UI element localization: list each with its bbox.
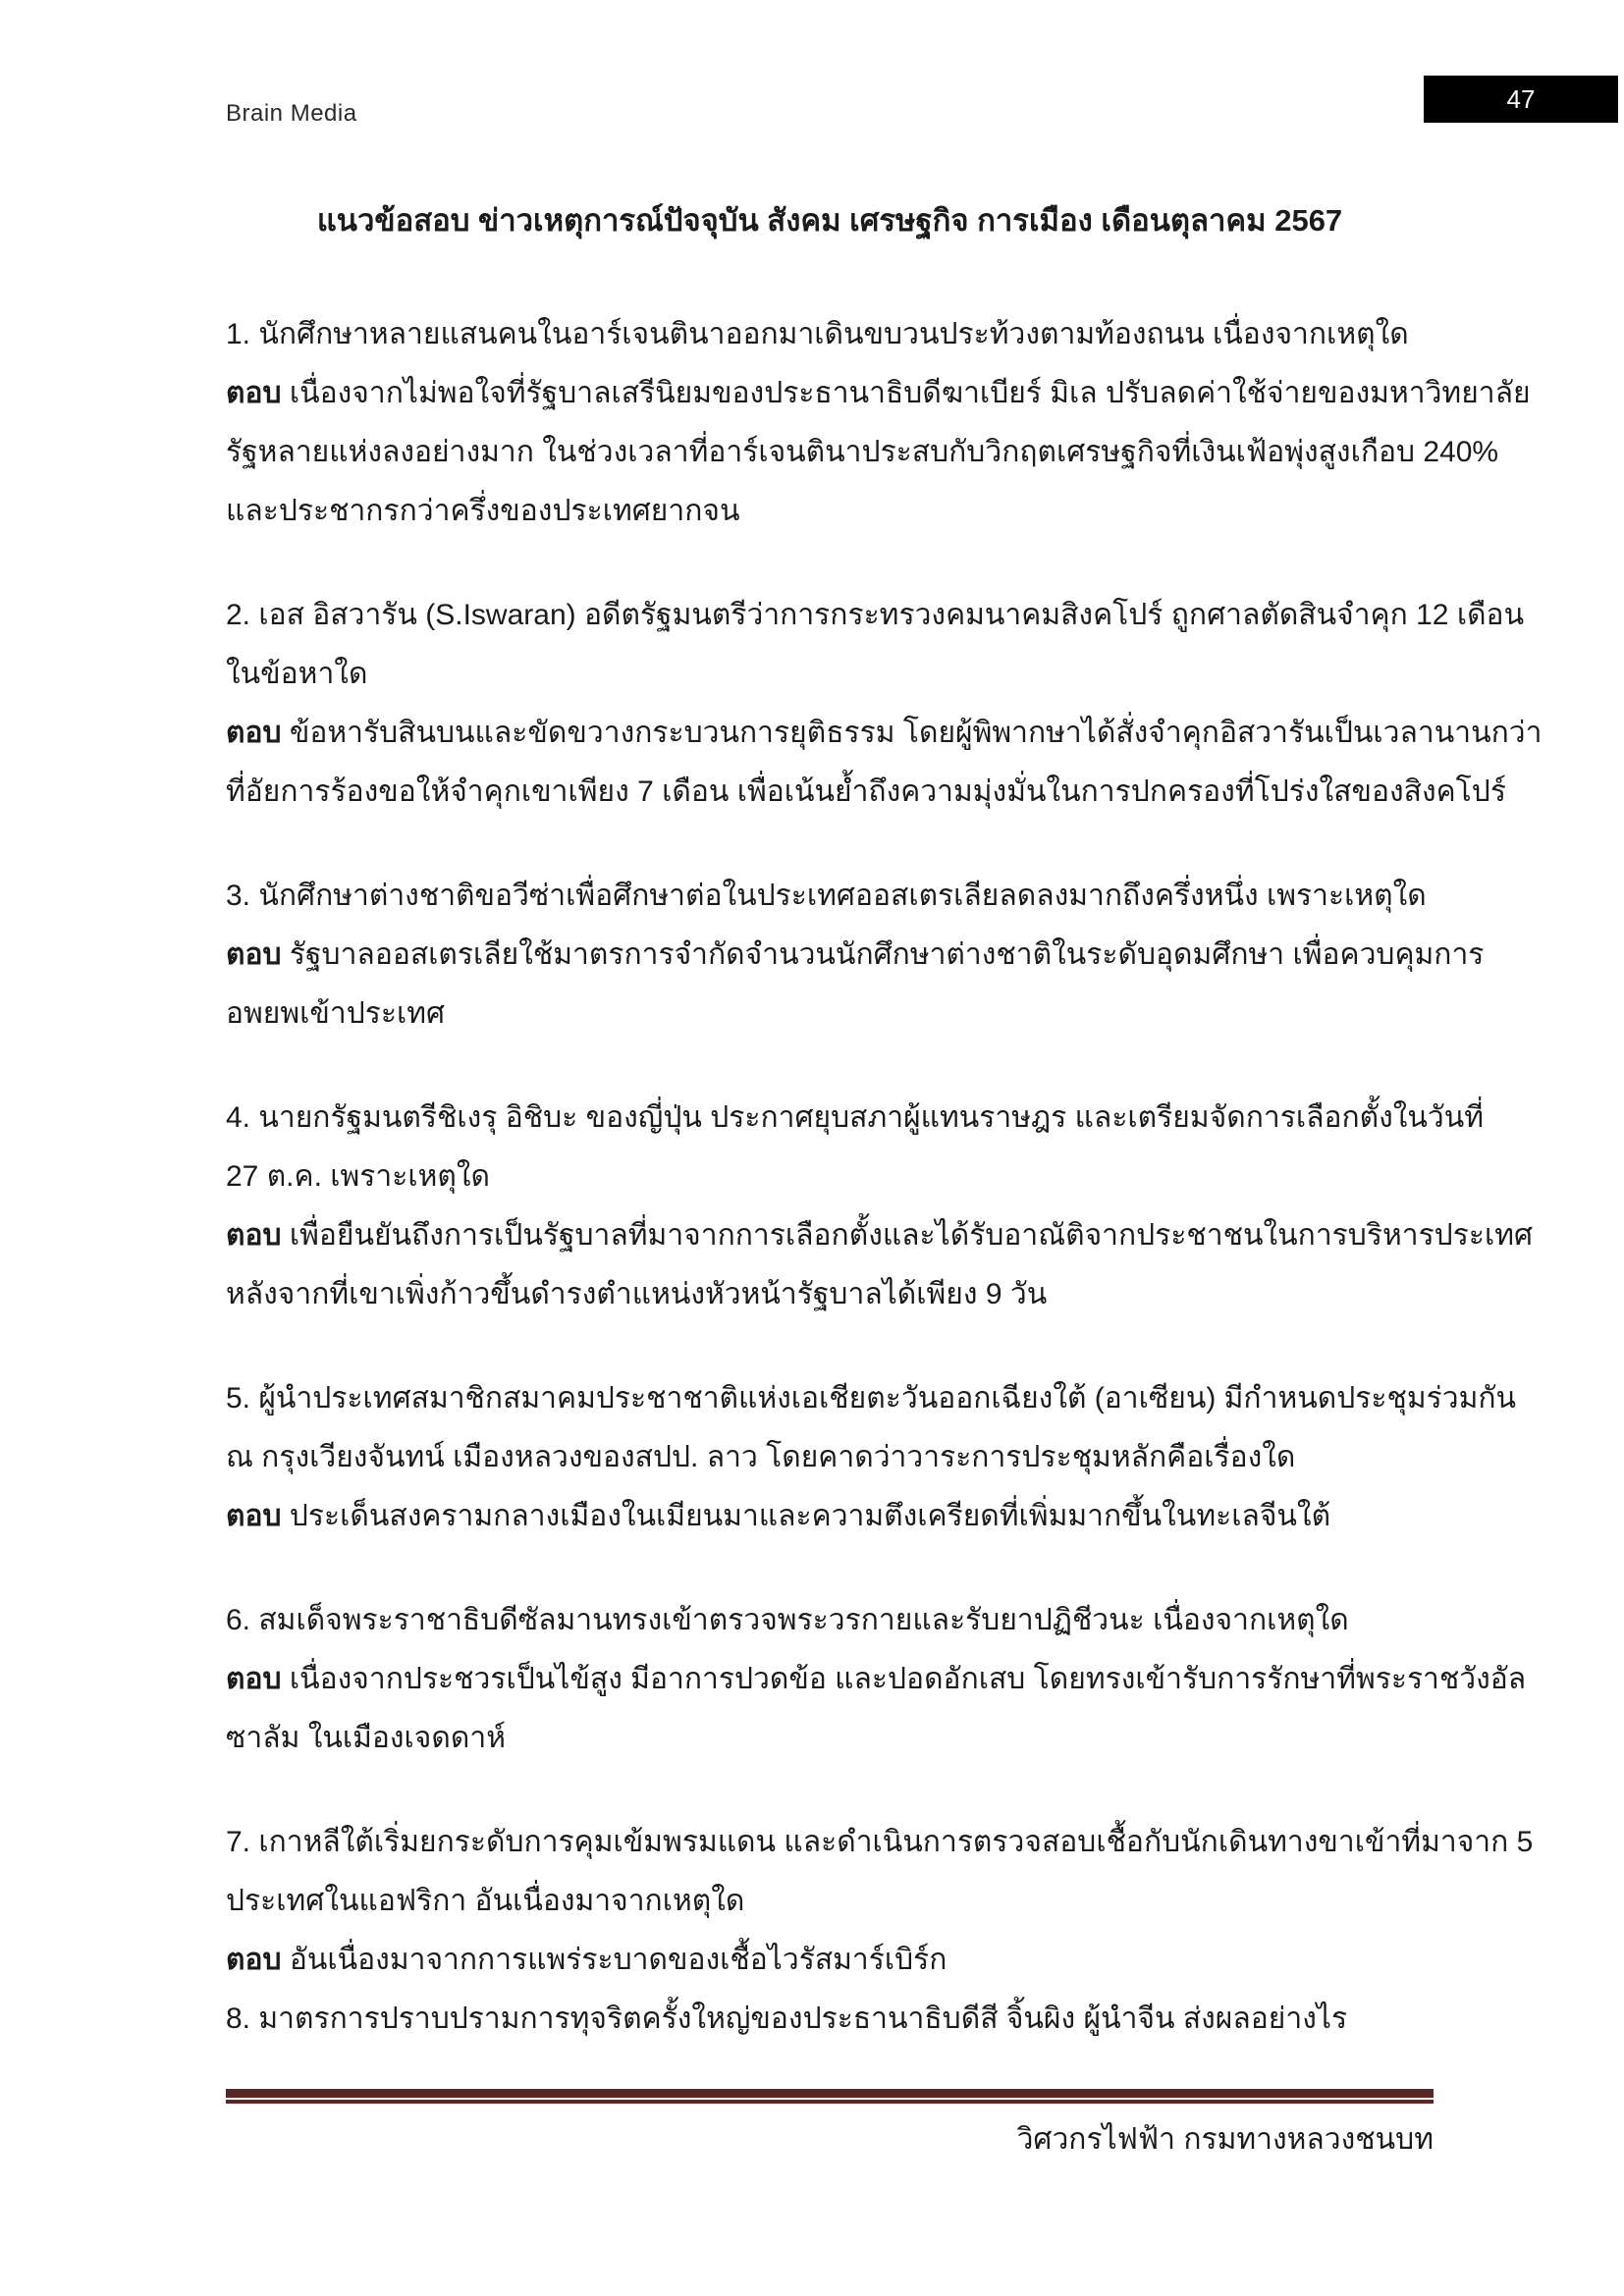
question-line: 7. เกาหลีใต้เริ่มยกระดับการคุมเข้มพรมแดน และดำเนินการตรวจสอบเชื้อกับนักเดินทางขาเข้าที่มาจาก 5 [226, 1826, 1534, 1858]
question-line: 5. ผู้นำประเทศสมาชิกสมาคมประชาชาติแห่งเอเชียตะวันออกเฉียงใต้ (อาเซียน) มีกำหนดประชุมร่วมกัน [226, 1382, 1517, 1415]
answer-line: ที่อัยการร้องขอให้จำคุกเขาเพียง 7 เดือน เพื่อเน้นย้ำถึงความมุ่งมั่นในการปกครองที่โปร่งใสของสิงคโปร์ [226, 775, 1506, 808]
qa-item [226, 305, 1531, 541]
footer-rule-thick [226, 2089, 1434, 2098]
qa-item [226, 586, 1543, 822]
answer-line: รัฐหลายแห่งลงอย่างมาก ในช่วงเวลาที่อาร์เจนตินาประสบกับวิกฤตเศรษฐกิจที่เงินเฟ้อพุ่งสูงเกือบ 240% [226, 436, 1499, 468]
question-line: ประเทศในแอฟริกา อันเนื่องมาจากเหตุใด [226, 1885, 745, 1917]
answer-line: ตอบ เนื่องจากประชวรเป็นไข้สูง มีอาการปวดข้อ และปอดอักเสบ โดยทรงเข้ารับการรักษาที่พระราชวังอัล [226, 1663, 1527, 1695]
question-line: ณ กรุงเวียงจันทน์ เมืองหลวงของสปป. ลาว โดยคาดว่าวาระการประชุมหลักคือเรื่องใด [226, 1441, 1296, 1473]
answer-label: ตอบ [226, 717, 282, 749]
answer-label: ตอบ [226, 1944, 282, 1976]
question-line: 8. มาตรการปราบปรามการทุจริตครั้งใหญ่ของประธานาธิบดีสี จิ้นผิง ผู้นำจีน ส่งผลอย่างไร [226, 2002, 1348, 2035]
qa-item [226, 1089, 1534, 1324]
answer-line: และประชากรกว่าครึ่งของประเทศยากจน [226, 495, 740, 527]
answer-line: ซาลัม ในเมืองเจดดาห์ [226, 1722, 506, 1754]
answer-line: ตอบ รัฐบาลออสเตรเลียใช้มาตรการจำกัดจำนวนนักศึกษาต่างชาติในระดับอุดมศึกษา เพื่อควบคุมการ [226, 938, 1485, 971]
qa-item [226, 1591, 1527, 1768]
page-title: แนวข้อสอบ ข่าวเหตุการณ์ปัจจุบัน สังคม เศรษฐกิจ การเมือง เดือนตุลาคม 2567 [316, 203, 1343, 238]
question-line: 1. นักศึกษาหลายแสนคนในอาร์เจนตินาออกมาเดินขบวนประท้วงตามท้องถนน เนื่องจากเหตุใด [226, 318, 1409, 350]
footer-rule [226, 2089, 1434, 2104]
answer-line: ตอบ ประเด็นสงครามกลางเมืองในเมียนมาและความตึงเครียดที่เพิ่มมากขึ้นในทะเลจีนใต้ [226, 1500, 1331, 1532]
question-line: 6. สมเด็จพระราชาธิบดีซัลมานทรงเข้าตรวจพระวรกายและรับยาปฏิชีวนะ เนื่องจากเหตุใด [226, 1604, 1349, 1636]
answer-label: ตอบ [226, 1219, 282, 1252]
answer-label: ตอบ [226, 938, 282, 971]
answer-label: ตอบ [226, 1663, 282, 1695]
answer-line: อพยพเข้าประเทศ [226, 997, 446, 1030]
page-number: 47 [1506, 83, 1536, 114]
answer-line: หลังจากที่เขาเพิ่งก้าวขึ้นดำรงตำแหน่งหัวหน้ารัฐบาลได้เพียง 9 วัน [226, 1278, 1048, 1310]
page-number-badge [1424, 76, 1618, 123]
footer-credit: วิศวกรไฟฟ้า กรมทางหลวงชนบท [1016, 2123, 1434, 2156]
document-body [226, 191, 1543, 2049]
question-line: 4. นายกรัฐมนตรีชิเงรุ อิชิบะ ของญี่ปุ่น ประกาศยุบสภาผู้แทนราษฎร และเตรียมจัดการเลือกตั้งในวันที่ [226, 1101, 1485, 1134]
question-line: 3. นักศึกษาต่างชาติขอวีซ่าเพื่อศึกษาต่อในประเทศออสเตรเลียลดลงมากถึงครึ่งหนึ่ง เพราะเหตุใด [226, 880, 1427, 912]
answer-label: ตอบ [226, 1500, 282, 1532]
answer-line: ตอบ เพื่อยืนยันถึงการเป็นรัฐบาลที่มาจากการเลือกตั้งและได้รับอาณัติจากประชาชนในการบริหารประเทศ [226, 1219, 1534, 1252]
qa-item [226, 1813, 1534, 1990]
answer-line: ตอบ เนื่องจากไม่พอใจที่รัฐบาลเสรีนิยมของประธานาธิบดีฆาเบียร์ มิเล ปรับลดค่าใช้จ่ายของมหาวิทยาลัย [226, 377, 1531, 409]
answer-line: ตอบ อันเนื่องมาจากการแพร่ระบาดของเชื้อไวรัสมาร์เบิร์ก [226, 1944, 947, 1976]
qa-item [226, 867, 1485, 1043]
qa-item [226, 1990, 1434, 2049]
answer-line: ตอบ ข้อหารับสินบนและขัดขวางกระบวนการยุติธรรม โดยผู้พิพากษาได้สั่งจำคุกอิสวารันเป็นเวลานานกว่า [226, 717, 1543, 749]
header-brand: Brain Media [226, 100, 357, 127]
qa-item [226, 1369, 1517, 1546]
qa-list [226, 305, 1543, 2049]
footer-rule-thin [226, 2100, 1434, 2104]
answer-label: ตอบ [226, 377, 282, 409]
question-line: ในข้อหาใด [226, 658, 368, 690]
question-line: 27 ต.ค. เพราะเหตุใด [226, 1160, 491, 1193]
question-line: 2. เอส อิสวารัน (S.Iswaran) อดีตรัฐมนตรีว่าการกระทรวงคมนาคมสิงคโปร์ ถูกศาลตัดสินจำคุก 12 เดือน [226, 599, 1525, 631]
